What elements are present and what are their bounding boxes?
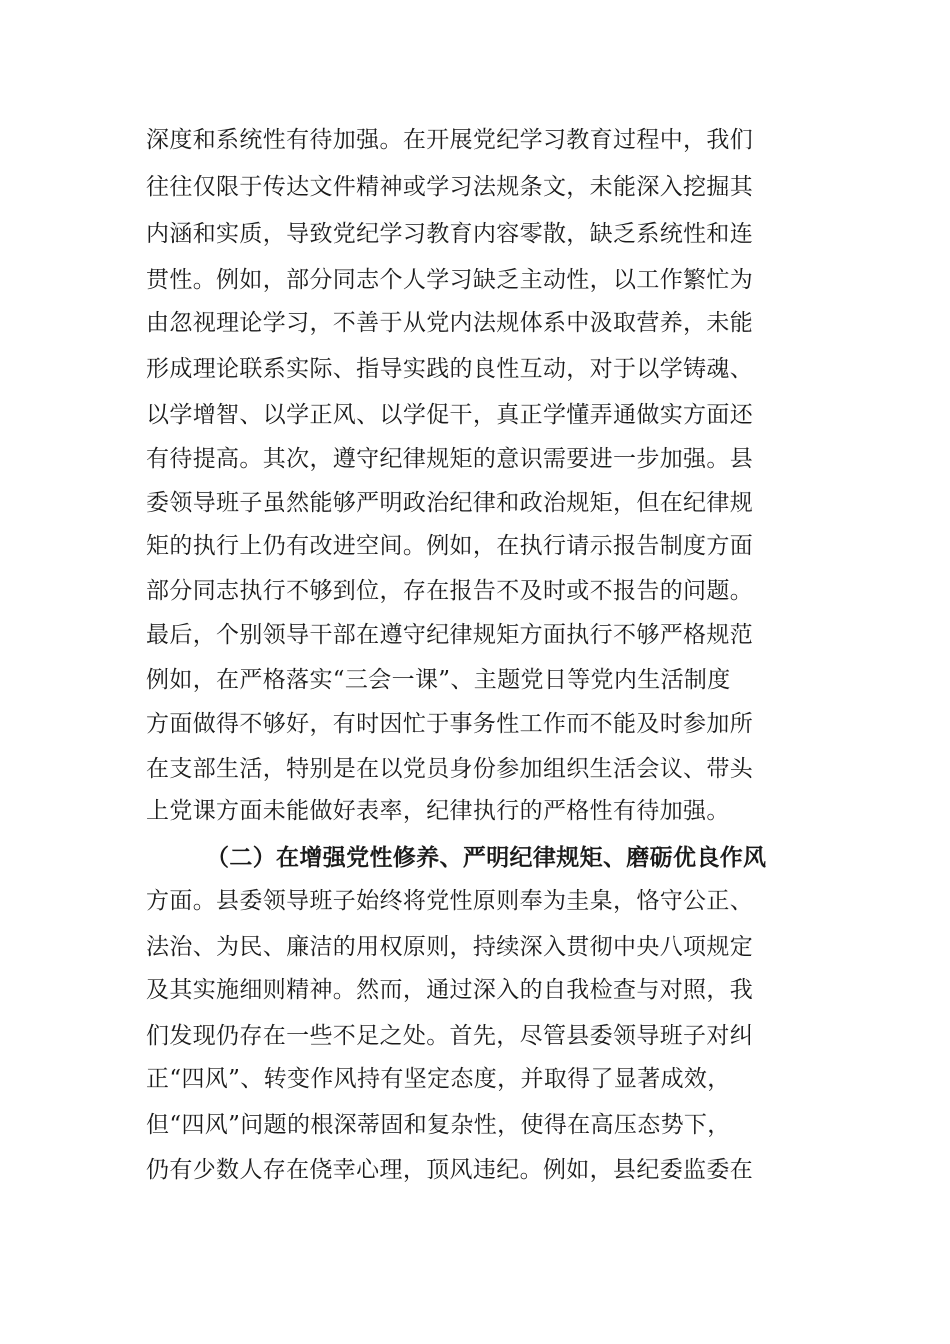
paragraph-line: 及其实施细则精神。然而，通过深入的自我检查与对照，我 [146,977,754,1003]
paragraph-line: 方面。县委领导班子始终将党性原则奉为圭臬，恪守公正、 [146,888,754,914]
paragraph-line: 内涵和实质，导致党纪学习教育内容零散，缺乏系统性和连 [146,221,754,247]
paragraph-line: 有待提高。其次，遵守纪律规矩的意识需要进一步加强。县 [146,446,754,472]
paragraph-line: 矩的执行上仍有改进空间。例如，在执行请示报告制度方面 [146,533,754,559]
paragraph-line: 正“四风”、转变作风持有坚定态度，并取得了显著成效， [146,1066,731,1092]
paragraph-line: 往往仅限于传达文件精神或学习法规条文，未能深入挖掘其 [146,174,754,200]
paragraph-line: 方面做得不够好，有时因忙于事务性工作而不能及时参加所 [146,711,754,737]
paragraph-line: 法治、为民、廉洁的用权原则，持续深入贯彻中央八项规定 [146,934,754,960]
paragraph-line: 们发现仍存在一些不足之处。首先，尽管县委领导班子对纠 [146,1023,754,1049]
paragraph-line: 部分同志执行不够到位，存在报告不及时或不报告的问题。 [146,578,754,604]
paragraph-line: 在支部生活，特别是在以党员身份参加组织生活会议、带头 [146,756,754,782]
paragraph-line: 委领导班子虽然能够严明政治纪律和政治规矩，但在纪律规 [146,490,754,516]
paragraph-line: 以学增智、以学正风、以学促干，真正学懂弄通做实方面还 [146,402,754,428]
paragraph-line: 但“四风”问题的根深蒂固和复杂性，使得在高压态势下， [146,1112,731,1138]
section-heading: （二）在增强党性修养、严明纪律规矩、磨砺优良作风 [206,844,767,871]
paragraph-line: 由忽视理论学习，不善于从党内法规体系中汲取营养，未能 [146,310,754,336]
paragraph-line: 仍有少数人存在侥幸心理，顶风违纪。例如，县纪委监委在 [146,1157,754,1183]
paragraph-line: 贯性。例如，部分同志个人学习缺乏主动性，以工作繁忙为 [146,267,754,293]
paragraph-line: 深度和系统性有待加强。在开展党纪学习教育过程中，我们 [146,127,754,153]
paragraph-line: 形成理论联系实际、指导实践的良性互动，对于以学铸魂、 [146,356,754,382]
paragraph-line: 最后，个别领导干部在遵守纪律规矩方面执行不够严格规范 [146,622,754,648]
paragraph-line: 上党课方面未能做好表率，纪律执行的严格性有待加强。 [146,798,730,824]
paragraph-line: 例如，在严格落实“三会一课”、主题党日等党内生活制度 [146,667,731,693]
